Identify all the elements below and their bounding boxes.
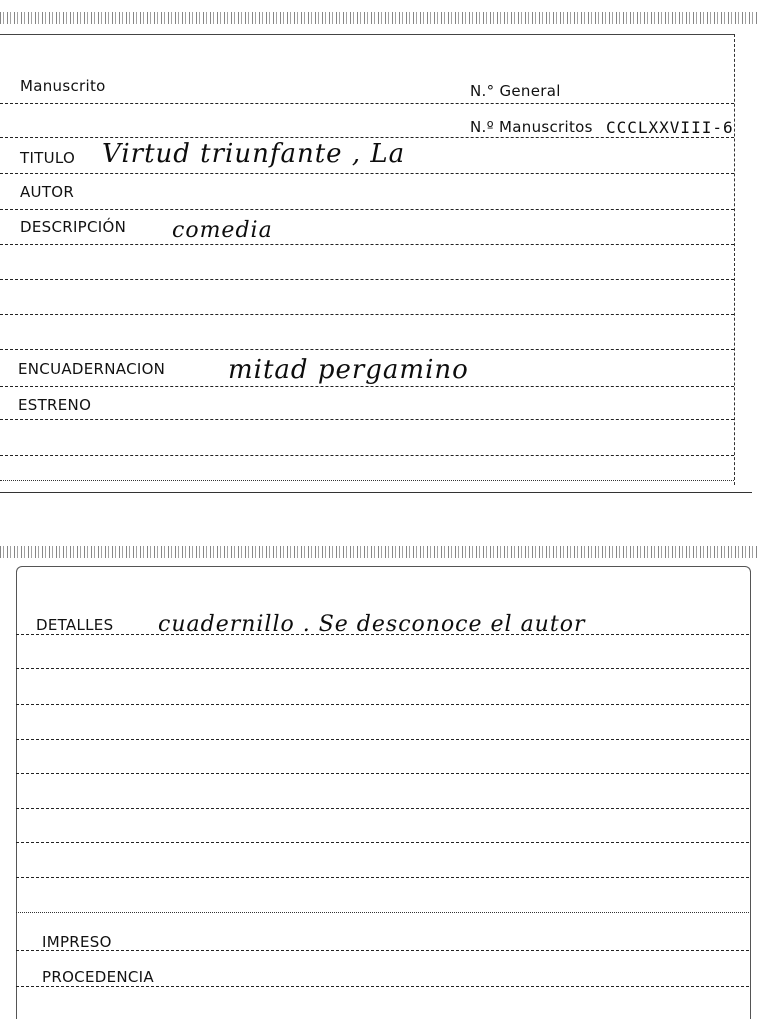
rule-line	[16, 739, 749, 740]
rule-line	[16, 704, 749, 705]
rule-line	[16, 912, 749, 913]
rule-line	[0, 173, 734, 174]
detalles-value: cuadernillo . Se desconoce el autor	[158, 612, 586, 637]
rule-line	[16, 773, 749, 774]
card-border	[0, 34, 735, 485]
titulo-label: TITULO	[20, 149, 76, 167]
rule-line	[0, 480, 734, 481]
manuscritos-number-label: N.º Manuscritos	[470, 118, 593, 136]
rule-line	[0, 209, 734, 210]
rule-line	[16, 842, 749, 843]
procedencia-label: PROCEDENCIA	[42, 968, 154, 986]
catalog-card-bottom	[0, 540, 759, 1028]
rule-line	[16, 634, 749, 635]
catalog-card-top	[0, 0, 759, 495]
rule-line	[0, 137, 734, 138]
rule-line	[0, 349, 734, 350]
card-separator	[0, 492, 752, 493]
encuadernacion-value: mitad pergamino	[228, 355, 469, 385]
manuscritos-number-value: CCCLXXVIII-6	[606, 118, 734, 137]
scan-edge-noise	[0, 546, 759, 558]
estreno-label: ESTRENO	[18, 396, 92, 414]
rule-line	[16, 986, 749, 987]
scan-edge-noise	[0, 12, 759, 24]
rule-line	[0, 419, 734, 420]
rule-line	[0, 103, 734, 104]
rule-line	[16, 950, 749, 951]
descripcion-label: DESCRIPCIÓN	[20, 218, 127, 236]
titulo-value: Virtud triunfante , La	[102, 139, 406, 169]
rule-line	[0, 279, 734, 280]
descripcion-value: comedia	[172, 218, 273, 243]
manuscrito-label: Manuscrito	[20, 77, 106, 95]
detalles-label: DETALLES	[36, 616, 114, 634]
rule-line	[16, 808, 749, 809]
rule-line	[0, 455, 734, 456]
encuadernacion-label: ENCUADERNACION	[18, 360, 166, 378]
rule-line	[16, 877, 749, 878]
rule-line	[0, 386, 734, 387]
impreso-label: IMPRESO	[42, 933, 112, 951]
general-number-label: N.° General	[470, 82, 561, 100]
rule-line	[16, 668, 749, 669]
rule-line	[0, 314, 734, 315]
rule-line	[0, 244, 734, 245]
autor-label: AUTOR	[20, 183, 75, 201]
